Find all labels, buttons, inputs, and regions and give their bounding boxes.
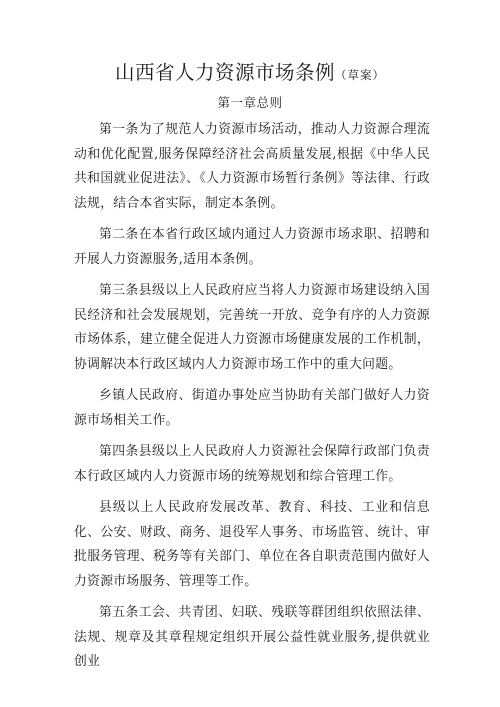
title-main: 山西省人力资源市场条例 bbox=[114, 61, 335, 84]
article-3-clause-2: 乡镇人民政府、街道办事处应当协助有关部门做好人力资源市场相关工作。 bbox=[74, 388, 430, 428]
article-2: 第二条在本省行政区域内通过人力资源市场求职、招聘和开展人力资源服务,适用本条例。 bbox=[74, 227, 430, 267]
article-3: 第三条县级以上人民政府应当将人力资源市场建设纳入国民经济和社会发展规划，完善统一开放、竞争有序的人力资源市场体系，建立健全促进人力资源市场健康发展的工作机制，协调解决本行政区域内人力资源市场工作中的重大问题。 bbox=[74, 283, 430, 372]
chapter-heading: 第一章总则 bbox=[217, 95, 283, 110]
article-4-clause-2: 县级以上人民政府发展改革、教育、科技、工业和信息化、公安、财政、商务、退役军人事务、市场监管、统计、审批服务管理、税务等有关部门、单位在各自职责范围内做好人力资源市场服务、管理等工作。 bbox=[74, 500, 430, 589]
article-5: 第五条工会、共青团、妇联、残联等群团组织依照法律、法规、规章及其章程规定组织开展公益性就业服务,提供就业创业 bbox=[74, 605, 430, 669]
document-body bbox=[74, 118, 430, 682]
title-draft-note: （草案） bbox=[335, 68, 385, 82]
document-title bbox=[0, 60, 500, 88]
article-4: 第四条县级以上人民政府人力资源社会保障行政部门负责本行政区域内人力资源市场的统筹规划和综合管理工作。 bbox=[74, 444, 430, 484]
article-1: 第一条为了规范人力资源市场活动，推动人力资源合理流动和优化配置,服务保障经济社会高质量发展,根据《中华人民共和国就业促进法》、《人力资源市场暂行条例》等法律、行政法规，结合本省实际，制定本条例。 bbox=[74, 122, 430, 211]
